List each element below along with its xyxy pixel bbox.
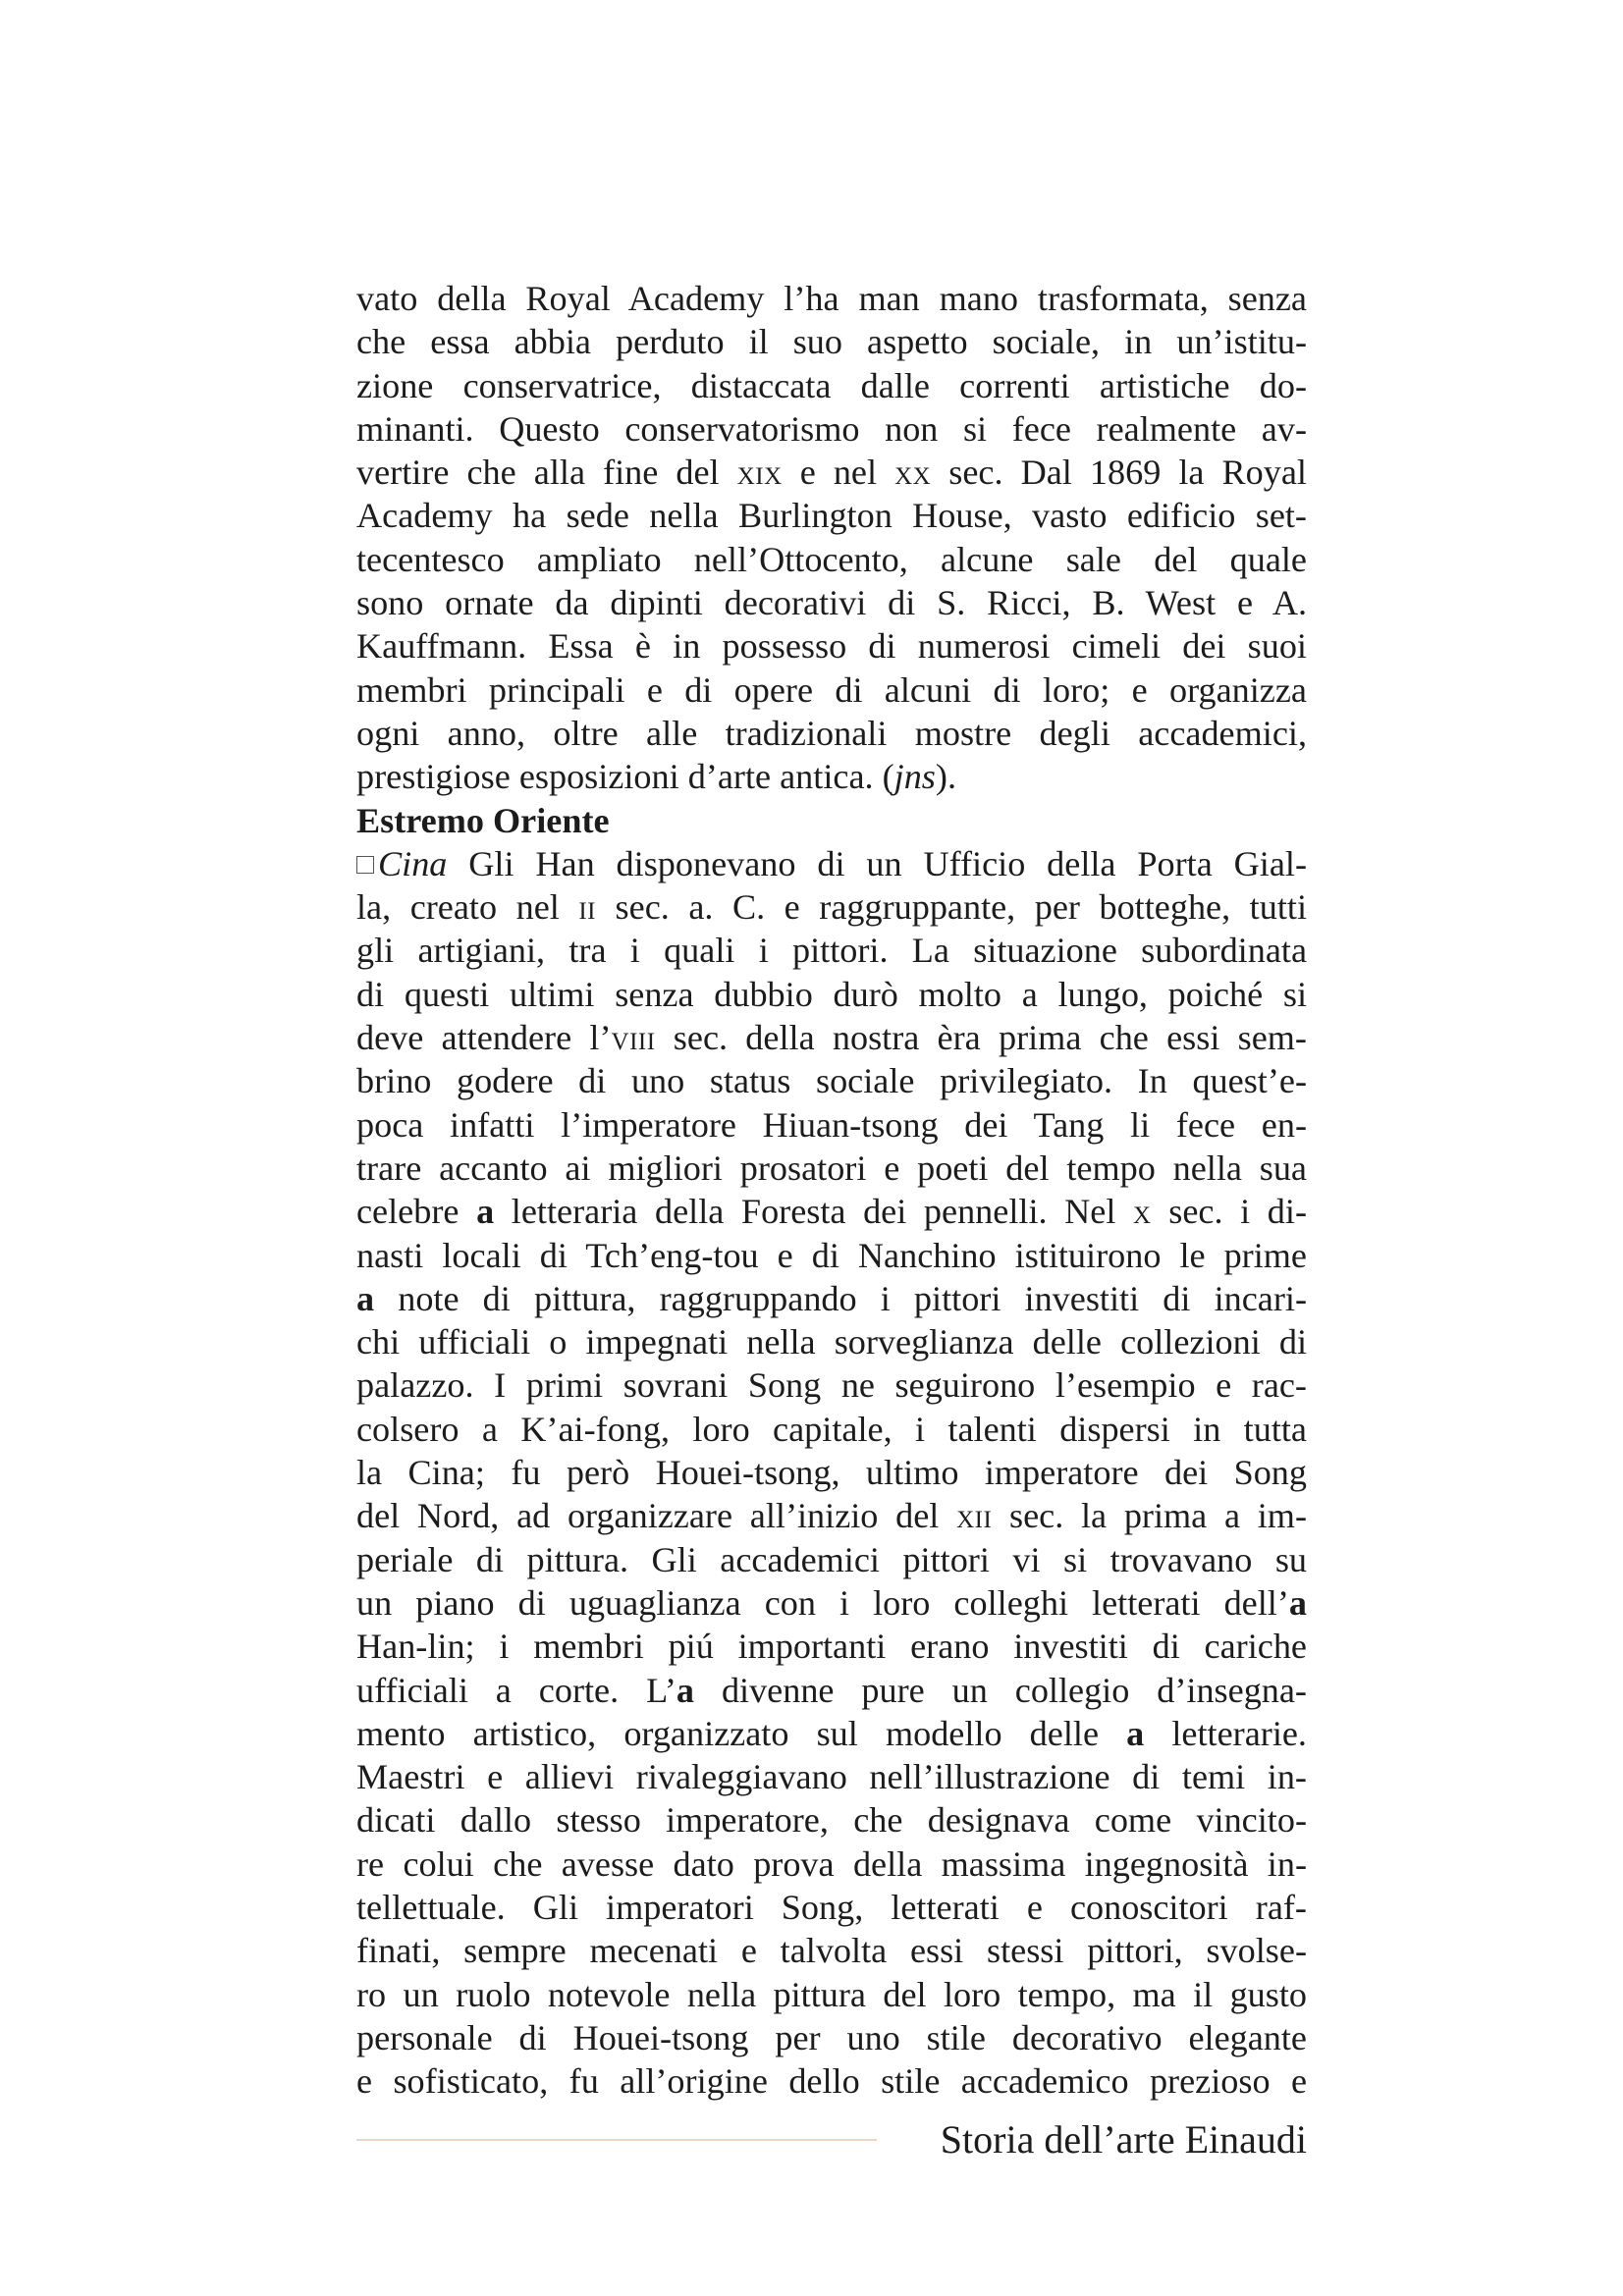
text-segment: nasti locali di Tch’eng-tou e di Nanchino istituirono le prime xyxy=(356,1235,1307,1275)
text-segment: membri principali e di opere di alcuni di loro; e organizza xyxy=(356,669,1307,710)
text-segment: jns xyxy=(893,757,936,797)
text-line xyxy=(356,451,1307,494)
text-line xyxy=(356,1016,1307,1059)
text-line xyxy=(356,668,1307,712)
text-segment: ). xyxy=(935,757,956,797)
text-segment: chi ufficiali o impegnati nella sorveglianza delle collezioni di xyxy=(356,1322,1307,1362)
text-segment: letteraria della Foresta dei pennelli. Nel xyxy=(494,1192,1134,1232)
text-segment: a xyxy=(1126,1713,1145,1753)
text-segment: sec. della nostra èra prima che essi sem- xyxy=(655,1018,1307,1058)
text-line xyxy=(356,1669,1307,1712)
text-segment: sono ornate da dipinti decorativi di S. Ricci, B. West e A. xyxy=(356,583,1307,623)
text-segment: xii xyxy=(956,1496,993,1536)
body-text xyxy=(356,277,1307,2103)
text-line xyxy=(356,624,1307,667)
text-segment: poca infatti l’imperatore Hiuan-tsong dei Tang li fece en- xyxy=(356,1104,1307,1145)
text-segment: letterarie. xyxy=(1144,1713,1307,1753)
text-segment: xx xyxy=(894,453,932,493)
text-segment: x xyxy=(1133,1192,1152,1232)
text-line xyxy=(356,1147,1307,1190)
text-segment: un piano di uguaglianza con i loro colleghi letterati dell’ xyxy=(356,1582,1289,1623)
text-segment: del Nord, ad organizzare all’inizio del xyxy=(356,1496,957,1536)
text-segment: e sofisticato, fu all’origine dello stile accademico prezioso e xyxy=(356,2061,1307,2102)
text-segment: sec. a. C. e raggruppante, per botteghe, tutti xyxy=(596,887,1307,928)
text-segment: palazzo. I primi sovrani Song ne seguirono l’esempio e rac- xyxy=(356,1365,1307,1406)
text-segment: Estremo Oriente xyxy=(356,800,610,840)
text-segment: note di pittura, raggruppando i pittori investiti di incari- xyxy=(374,1278,1307,1318)
text-line xyxy=(356,1712,1307,1755)
text-line xyxy=(356,1886,1307,1929)
text-segment: sec. la prima a im- xyxy=(992,1496,1308,1536)
text-line xyxy=(356,277,1307,320)
text-segment: sec. i di- xyxy=(1151,1192,1307,1232)
text-line xyxy=(356,1103,1307,1147)
text-segment: Han-lin; i membri piú importanti erano investiti di cariche xyxy=(356,1627,1307,1667)
text-segment: a xyxy=(676,1670,695,1710)
text-line xyxy=(356,712,1307,755)
text-segment: finati, sempre mecenati e talvolta essi stessi pittori, svolse- xyxy=(356,1931,1307,1971)
text-line xyxy=(356,929,1307,972)
text-line xyxy=(356,494,1307,537)
text-segment: tecentesco ampliato nell’Ottocento, alcune sale del quale xyxy=(356,539,1307,579)
text-segment: xix xyxy=(736,453,783,493)
footer-rule xyxy=(356,2139,877,2141)
text-segment: colsero a K’ai-fong, loro capitale, i talenti dispersi in tutta xyxy=(356,1409,1307,1449)
text-line xyxy=(356,320,1307,363)
text-line xyxy=(356,1277,1307,1320)
square-bullet-icon xyxy=(356,856,374,874)
text-line xyxy=(356,1408,1307,1451)
text-line xyxy=(356,1842,1307,1886)
text-segment: ogni anno, oltre alle tradizionali mostre degli accademici, xyxy=(356,713,1307,753)
text-segment: ro un ruolo notevole nella pittura del loro tempo, ma il gusto xyxy=(356,1974,1307,2014)
text-segment: la, creato nel xyxy=(356,887,579,928)
footer-title: Storia dell’arte Einaudi xyxy=(940,2117,1307,2162)
text-segment: periale di pittura. Gli accademici pittori vi si trovavano su xyxy=(356,1539,1307,1579)
text-line xyxy=(356,538,1307,581)
page-footer xyxy=(356,2110,1307,2169)
text-segment: deve attendere l’ xyxy=(356,1018,612,1058)
text-segment: Kauffmann. Essa è in possesso di numerosi cimeli dei suoi xyxy=(356,626,1307,667)
text-segment: zione conservatrice, distaccata dalle correnti artistiche do- xyxy=(356,365,1307,405)
text-segment: dicati dallo stesso imperatore, che designava come vincito- xyxy=(356,1800,1307,1841)
text-segment: vato della Royal Academy l’ha man mano trasformata, senza xyxy=(356,279,1307,318)
text-line xyxy=(356,1234,1307,1277)
text-segment: trare accanto ai migliori prosatori e poeti del tempo nella sua xyxy=(356,1148,1307,1188)
text-line xyxy=(356,885,1307,929)
text-segment: la Cina; fu però Houei-tsong, ultimo imperatore dei Song xyxy=(356,1453,1307,1493)
text-line xyxy=(356,1798,1307,1842)
text-line xyxy=(356,364,1307,407)
text-line xyxy=(356,1973,1307,2016)
section-heading xyxy=(356,799,1307,842)
text-line xyxy=(356,1494,1307,1537)
text-segment: a xyxy=(356,1278,375,1318)
text-segment: re colui che avesse dato prova della massima ingegnosità in- xyxy=(356,1843,1307,1884)
text-line xyxy=(356,1929,1307,1972)
text-line xyxy=(356,2059,1307,2103)
text-segment: tellettuale. Gli imperatori Song, letterati e conoscitori raf- xyxy=(356,1887,1307,1927)
text-line xyxy=(356,1625,1307,1668)
text-segment: minanti. Questo conservatorismo non si fece realmente av- xyxy=(356,408,1307,449)
text-segment: personale di Houei-tsong per uno stile decorativo elegante xyxy=(356,2017,1307,2057)
text-segment: a xyxy=(476,1192,495,1232)
text-line xyxy=(356,2016,1307,2059)
text-segment: a xyxy=(1288,1582,1307,1623)
text-line xyxy=(356,407,1307,451)
text-line xyxy=(356,1581,1307,1625)
text-segment: viii xyxy=(611,1018,656,1058)
text-segment: brino godere di uno status sociale privilegiato. In quest’e- xyxy=(356,1061,1307,1101)
text-segment: prestigiose esposizioni d’arte antica. ( xyxy=(356,757,894,797)
text-line xyxy=(356,1320,1307,1363)
text-segment: ufficiali a corte. L’ xyxy=(356,1670,676,1710)
text-segment: e nel xyxy=(782,453,895,493)
text-line xyxy=(356,1363,1307,1407)
text-segment: Cina xyxy=(378,843,448,883)
text-line xyxy=(356,581,1307,624)
text-line xyxy=(356,973,1307,1016)
text-segment: divenne pure un collegio d’insegna- xyxy=(694,1670,1307,1710)
text-segment: ii xyxy=(578,887,597,928)
text-segment: Academy ha sede nella Burlington House, vasto edificio set- xyxy=(356,496,1307,536)
text-segment: Gli Han disponevano di un Ufficio della Porta Gial- xyxy=(447,843,1307,883)
text-segment: sec. Dal 1869 la Royal xyxy=(931,453,1307,493)
text-line xyxy=(356,1190,1307,1233)
text-line xyxy=(356,842,1307,885)
text-line xyxy=(356,755,1307,798)
text-segment: vertire che alla fine del xyxy=(356,453,737,493)
text-line xyxy=(356,1538,1307,1581)
text-line xyxy=(356,1451,1307,1494)
text-segment: mento artistico, organizzato sul modello delle xyxy=(356,1713,1127,1753)
text-segment: di questi ultimi senza dubbio durò molto a lungo, poiché si xyxy=(356,974,1307,1014)
text-line xyxy=(356,1755,1307,1798)
text-segment: gli artigiani, tra i quali i pittori. La situazione subordinata xyxy=(356,931,1307,971)
text-segment: Maestri e allievi rivaleggiavano nell’illustrazione di temi in- xyxy=(356,1757,1307,1797)
text-segment: celebre xyxy=(356,1192,477,1232)
text-line xyxy=(356,1059,1307,1102)
text-segment: che essa abbia perduto il suo aspetto sociale, in un’istitu- xyxy=(356,322,1307,362)
